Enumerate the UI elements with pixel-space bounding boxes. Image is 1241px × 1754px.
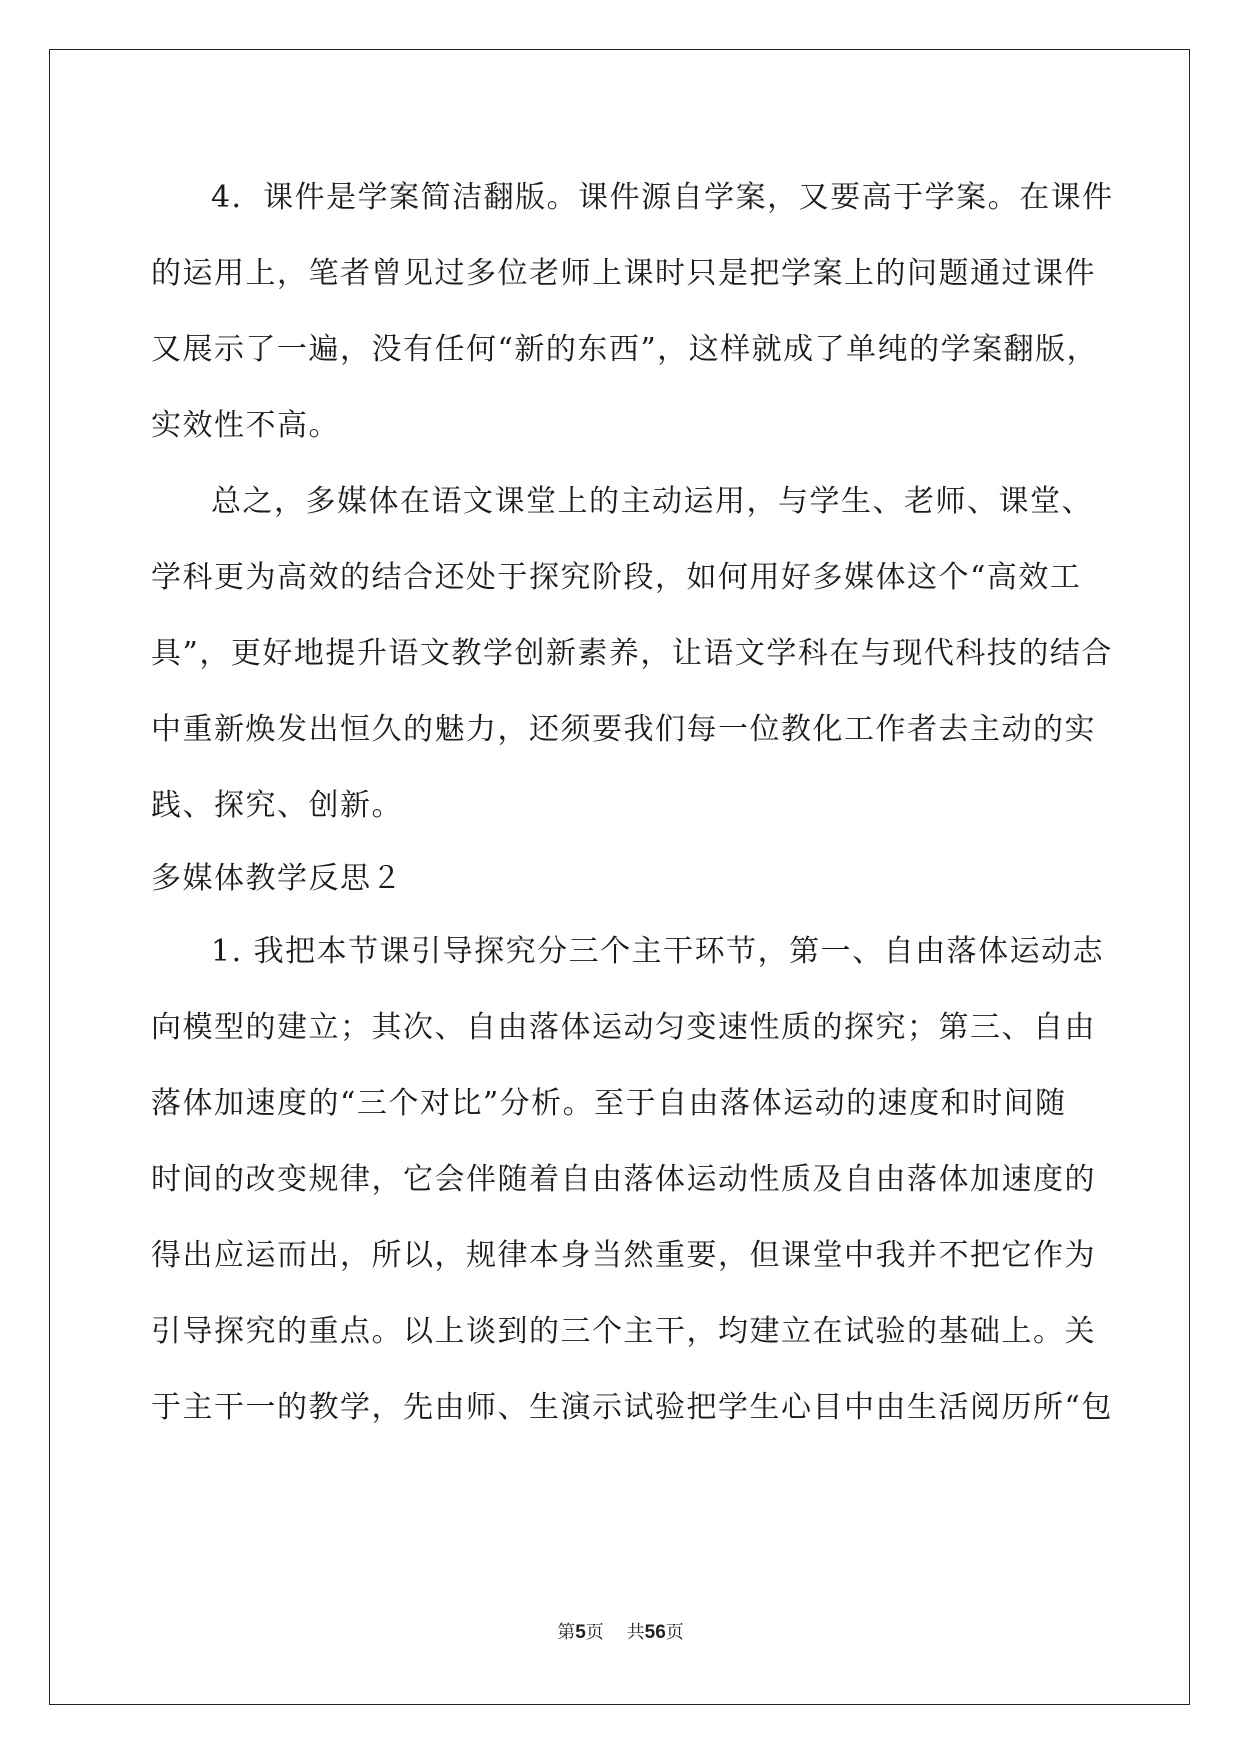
paragraph-1 — [151, 160, 1114, 464]
text-line: 总之，多媒体在语文课堂上的主动运用，与学生、老师、课堂、 — [211, 484, 1093, 519]
text-line: 中重新焕发出恒久的魅力，还须要我们每一位教化工作者去主动的实 — [151, 712, 1096, 747]
total-label-prefix: 共 — [626, 1622, 645, 1643]
page-footer — [0, 1618, 1241, 1644]
paragraph-3 — [151, 914, 1113, 1446]
page-label-prefix: 第 — [557, 1622, 576, 1643]
text-line: 实效性不高。 — [151, 408, 340, 443]
text-line: 4．课件是学案简洁翻版。课件源自学案，又要高于学案。在课件 — [211, 180, 1114, 215]
text-line: 践、探究、创新。 — [151, 788, 403, 823]
text-line: 的运用上，笔者曾见过多位老师上课时只是把学案上的问题通过课件 — [151, 256, 1096, 291]
page-label-suffix: 页 — [585, 1622, 604, 1643]
total-label-suffix: 页 — [665, 1622, 684, 1643]
text-line: 时间的改变规律，它会伴随着自由落体运动性质及自由落体加速度的 — [151, 1162, 1096, 1197]
text-line: 落体加速度的“三个对比”分析。至于自由落体运动的速度和时间随 — [151, 1086, 1067, 1121]
text-line: 向模型的建立；其次、自由落体运动匀变速性质的探究；第三、自由 — [151, 1010, 1096, 1045]
text-line: 具”，更好地提升语文教学创新素养，让语文学科在与现代科技的结合 — [151, 636, 1113, 671]
paragraph-2 — [151, 464, 1113, 844]
text-line: 引导探究的重点。以上谈到的三个主干，均建立在试验的基础上。关 — [151, 1314, 1096, 1349]
text-line: 于主干一的教学，先由师、生演示试验把学生心目中由生活阅历所“包 — [151, 1390, 1113, 1425]
text-line: 学科更为高效的结合还处于探究阶段，如何用好多媒体这个“高效工 — [151, 560, 1082, 595]
text-line: 得出应运而出，所以，规律本身当然重要，但课堂中我并不把它作为 — [151, 1238, 1096, 1273]
text-line: 又展示了一遍，没有任何“新的东西”，这样就成了单纯的学案翻版， — [151, 332, 1099, 367]
section-heading: 多媒体教学反思２ — [151, 861, 403, 896]
total-pages: 56 — [644, 1622, 666, 1643]
document-body — [151, 160, 1114, 1446]
page-number: 5 — [575, 1622, 586, 1643]
text-line: 1. 我把本节课引导探究分三个主干环节，第一、自由落体运动志 — [211, 934, 1105, 969]
